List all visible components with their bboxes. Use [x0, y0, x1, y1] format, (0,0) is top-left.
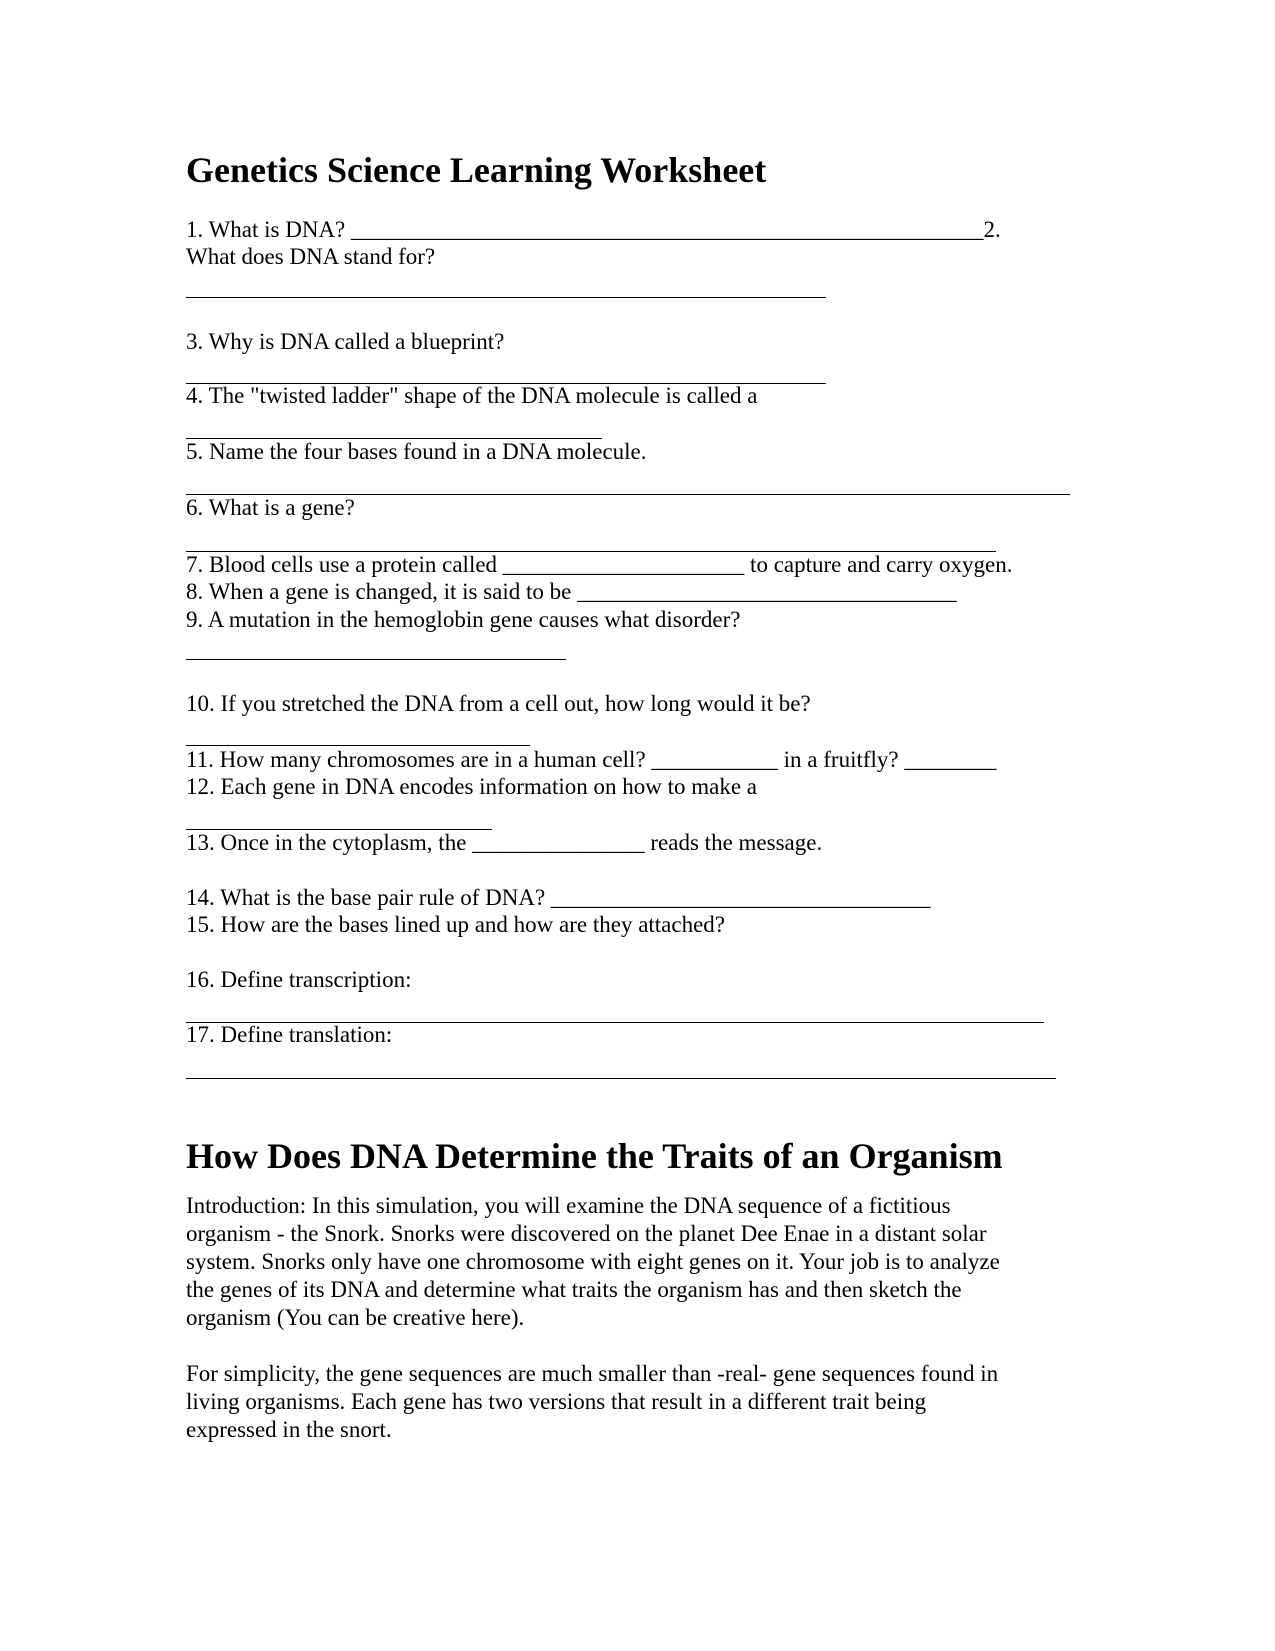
question-6-line: 6. What is a gene? [186, 495, 355, 520]
question-16-line: 16. Define transcription: [186, 967, 412, 992]
section-heading: How Does DNA Determine the Traits of an Organism [186, 1136, 1003, 1176]
question-13-line: 13. Once in the cytoplasm, the _______________ reads the message. [186, 830, 823, 855]
question-5-line: 5. Name the four bases found in a DNA molecule. [186, 439, 647, 464]
question-17-line: 17. Define translation: [186, 1022, 393, 1047]
question-7-line: 7. Blood cells use a protein called _____________________ to capture and carry oxygen. [186, 552, 1013, 577]
question-1-line: 1. What is DNA? _______________________________________________________2. [186, 217, 1001, 242]
simplicity-line: living organisms. Each gene has two versions that result in a different trait being [186, 1389, 927, 1414]
simplicity-line: expressed in the snort. [186, 1417, 392, 1442]
question-8-line: 8. When a gene is changed, it is said to be _________________________________ [186, 579, 957, 604]
intro-line: Introduction: In this simulation, you will examine the DNA sequence of a fictitious [186, 1193, 951, 1218]
intro-line: organism (You can be creative here). [186, 1305, 525, 1330]
question-2-line: What does DNA stand for? [186, 244, 436, 269]
simplicity-line: For simplicity, the gene sequences are much smaller than -real- gene sequences found in [186, 1361, 999, 1386]
question-14-line: 14. What is the base pair rule of DNA? _________________________________ [186, 885, 931, 910]
question-15-line: 15. How are the bases lined up and how are they attached? [186, 912, 726, 937]
question-4-line: 4. The "twisted ladder" shape of the DNA molecule is called a [186, 383, 758, 408]
question-3-line: 3. Why is DNA called a blueprint? [186, 329, 505, 354]
intro-line: organism - the Snork. Snorks were discovered on the planet Dee Enae in a distant solar [186, 1221, 987, 1246]
answer-blank-17 [186, 1078, 1056, 1079]
question-9-line: 9. A mutation in the hemoglobin gene causes what disorder? [186, 607, 741, 632]
intro-line: the genes of its DNA and determine what traits the organism has and then sketch the [186, 1277, 962, 1302]
question-11-line: 11. How many chromosomes are in a human cell? ___________ in a fruitfly? ________ [186, 747, 997, 772]
answer-blank-2 [186, 297, 826, 298]
intro-line: system. Snorks only have one chromosome with eight genes on it. Your job is to analyze [186, 1249, 1000, 1274]
question-10-line: 10. If you stretched the DNA from a cell out, how long would it be? [186, 691, 811, 716]
question-12-line: 12. Each gene in DNA encodes information on how to make a [186, 774, 758, 799]
worksheet-title: Genetics Science Learning Worksheet [186, 150, 767, 190]
answer-blank-9 [186, 659, 566, 660]
